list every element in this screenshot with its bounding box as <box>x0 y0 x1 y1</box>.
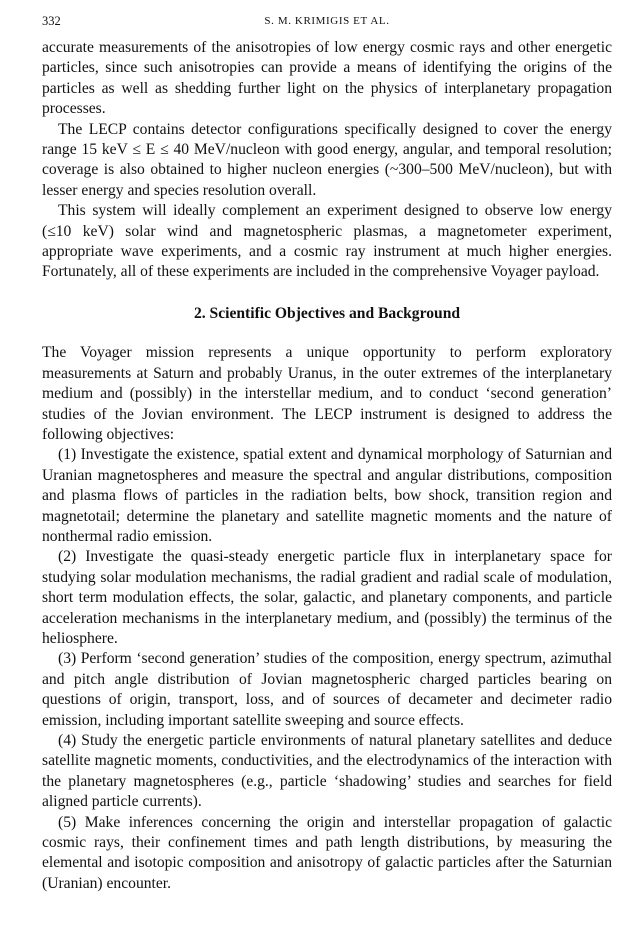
paragraph: This system will ideally complement an experiment designed to observe low energy (≤10 keV) solar wind and magnetospheric plasmas, a magnetometer experiment, appropriate wave experiments, and a cosmic ray instrument at much higher energies. Fortunately, all of these experiments are included in the comprehensive Voyager payload. <box>42 202 612 281</box>
objective-item: (2) Investigate the quasi-steady energetic particle flux in interplanetary space for studying solar modulation mechanisms, the radial gradient and radial scale of modulation, short term modulation effects, the solar, galactic, and planetary components, and particle acceleration mechanisms in the interplanetary medium, and (possibly) the terminus of the heliosphere. <box>42 548 612 647</box>
objective-item: (5) Make inferences concerning the origin and interstellar propagation of galactic cosmic rays, their confinement times and path length distributions, by measuring the elemental and isotopic composition and anisotropy of galactic particles after the Saturnian (Uranian) encounter. <box>42 813 612 892</box>
objective-item: (4) Study the energetic particle environments of natural planetary satellites and deduce satellite magnetic moments, conductivities, and the electrodynamics of the interaction with the planetary magnetospheres (e.g., particle ‘shadowing’ studies and searches for field aligned particle currents). <box>42 732 612 811</box>
section-heading: 2. Scientific Objectives and Background <box>193 304 461 322</box>
objective-item: (3) Perform ‘second generation’ studies of the composition, energy spectrum, azimuthal and pitch angle distribution of Jovian magnetospheric charged particles bearing on questions of origin, transport, loss, and of sources of decameter and decimeter radio emission, including important satellite sweeping and source effects. <box>42 650 612 729</box>
paragraph: accurate measurements of the anisotropies of low energy cosmic rays and other energetic particles, since such anisotropies can provide a means of identifying the origins of the particles as well as shedding further light on the physics of interplanetary propagation processes. <box>42 39 612 118</box>
paragraph: The LECP contains detector configurations specifically designed to cover the energy range 15 keV ≤ E ≤ 40 MeV/nucleon with good energy, angular, and temporal resolution; coverage is also obtained to higher nucleon energies (~300–500 MeV/nucleon), but with lesser energy and species resolution overall. <box>42 120 612 199</box>
page-header <box>42 10 612 32</box>
paragraph: The Voyager mission represents a unique opportunity to perform exploratory measurements at Saturn and probably Uranus, in the outer extremes of the interplanetary medium and (possibly) in the interstellar medium, and to conduct ‘second generation’ studies of the Jovian environment. The LECP instrument is designed to address the following objectives: <box>42 344 612 443</box>
running-head: S. M. KRIMIGIS ET AL. <box>264 15 390 27</box>
objective-item: (1) Investigate the existence, spatial extent and dynamical morphology of Saturnian and Uranian magnetospheres and measure the spectral and angular distributions, composition and plasma flows of particles in the radiation belts, bow shock, transition region and magnetotail; determine the planetary and satellite magnetic moments and the nature of nonthermal radio emission. <box>42 446 612 545</box>
page-number: 332 <box>42 14 61 28</box>
body-text <box>42 38 612 894</box>
